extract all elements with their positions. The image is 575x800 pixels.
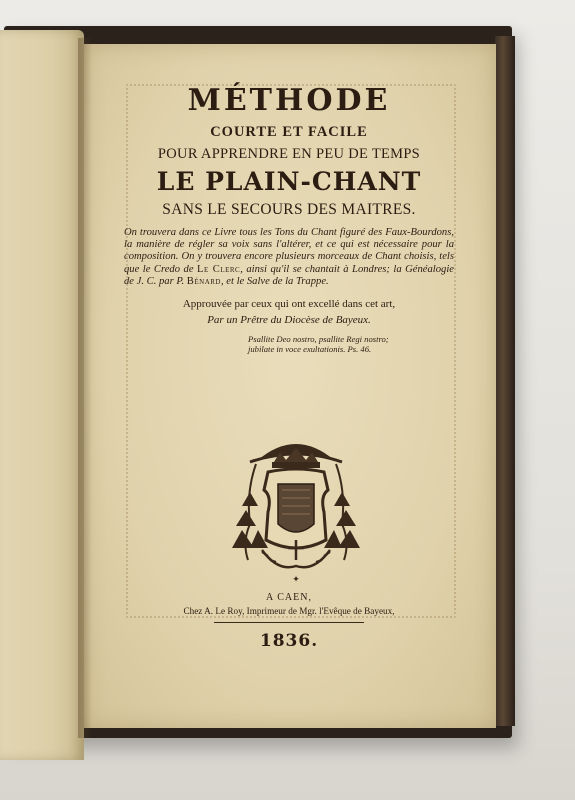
description-name-2: Bénard xyxy=(186,275,221,287)
epigraph-line-1: Psallite Deo nostro, psallite Regi nostro; xyxy=(248,334,389,345)
book-title: MÉTHODE xyxy=(187,83,391,118)
page-gutter-shadow xyxy=(78,38,92,738)
publication-year: 1836. xyxy=(259,631,319,651)
epigraph xyxy=(248,334,460,354)
svg-text:✦: ✦ xyxy=(292,575,300,584)
divider-rule xyxy=(214,622,364,623)
title-block xyxy=(118,84,460,354)
book-spine-edge xyxy=(495,36,515,726)
description-name-1: Le Clerc xyxy=(197,263,241,275)
description-part-1: On trouvera dans ce Livre tous les Tons du Chant figuré des Faux-Bourdons, la manière de régler sa voix sans l'altérer, et ce qui est nécessaire pour la composition. On y trouvera encore plusieurs morceaux de Chant choisis, tels que le Credo de xyxy=(124,227,454,275)
description-paragraph xyxy=(124,227,454,288)
left-page xyxy=(0,30,84,760)
description-part-3: , et le Salve de la Trappe. xyxy=(220,275,329,287)
author-line: Par un Prêtre du Diocèse de Bayeux. xyxy=(207,314,371,327)
coat-of-arms-icon xyxy=(228,432,364,584)
printer-line: Chez A. Le Roy, Imprimeur de Mgr. l'Evêque de Bayeux, xyxy=(183,606,395,616)
main-title: LE PLAIN-CHANT xyxy=(156,167,422,196)
city-line: A CAEN, xyxy=(266,592,312,603)
title-line-2: SANS LE SECOURS DES MAITRES. xyxy=(162,201,416,218)
title-line-1: POUR APPRENDRE EN PEU DE TEMPS xyxy=(157,146,421,162)
description-part-2: , ainsi qu'il se chantait à Londres; la Généalogie de J. C. par P. xyxy=(124,263,454,287)
imprint-block xyxy=(118,592,460,651)
approval-line: Approuvée par ceux qui ont excellé dans cet art, xyxy=(182,298,396,311)
book-subtitle: COURTE ET FACILE xyxy=(210,124,368,140)
epigraph-line-2: jubilate in voce exultationis. Ps. 46. xyxy=(248,344,372,355)
